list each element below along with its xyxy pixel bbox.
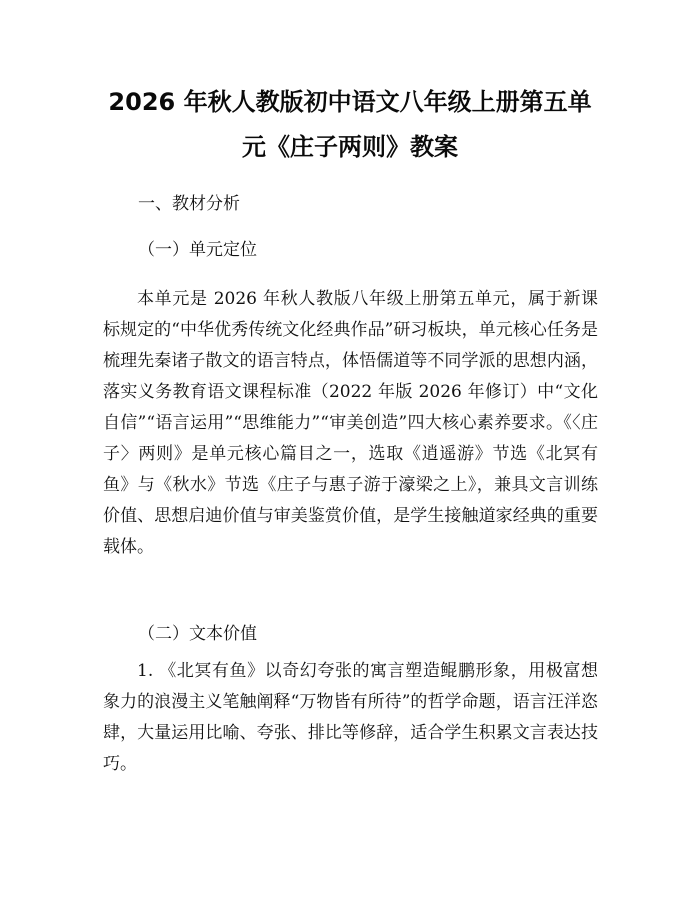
document-title-line-2: 元《庄子两则》教案 — [242, 133, 458, 161]
paragraph-text-value-1: 1. 《北冥有鱼》以奇幻夸张的寓言塑造鲲鹏形象，用极富想象力的浪漫主义笔触阐释“万物皆有所待”的哲学命题，语言汪洋恣肆，大量运用比喻、夸张、排比等修辞，适合学生积累文言表达技巧。 — [103, 661, 598, 774]
subsection-heading-text-value: （二）文本价值 — [138, 624, 257, 644]
paragraph-unit-positioning: 本单元是 2026 年秋人教版八年级上册第五单元，属于新课标规定的“中华优秀传统文化经典作品”研习板块，单元核心任务是梳理先秦诸子散文的语言特点，体悟儒道等不同学派的思想内涵，落实义务教育语文课程标准（2022 年版 2026 年修订）中“文化自信”“语言运用”“思维能力”“审美创造”四大核心素养要求。《〈庄子〉两则》是单元核心篇目之一，选取《逍遥游》节选《北冥有鱼》与《秋水》节选《庄子与惠子游于濠梁之上》，兼具文言训练价值、思想启迪价值与审美鉴赏价值，是学生接触道家经典的重要载体。 — [103, 289, 598, 557]
subsection-heading-unit-positioning: （一）单元定位 — [138, 240, 257, 260]
document-title-line-1: 2026 年秋人教版初中语文八年级上册第五单 — [108, 88, 592, 116]
section-heading-teaching-material-analysis: 一、教材分析 — [138, 194, 240, 214]
